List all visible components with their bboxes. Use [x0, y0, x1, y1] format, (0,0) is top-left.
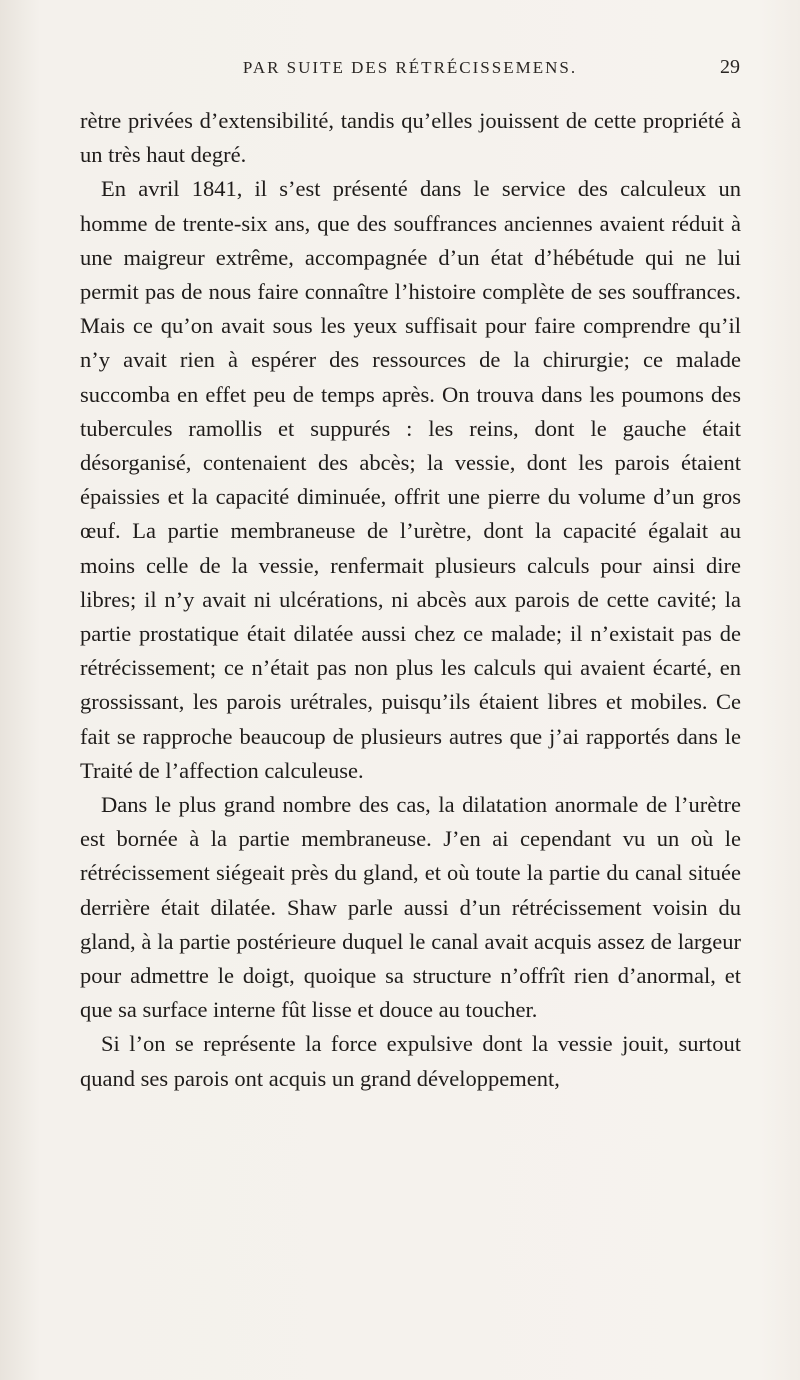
- paragraph: Dans le plus grand nombre des cas, la dilatation anormale de l’urètre est bornée à la partie membraneuse. J’en ai cependant vu un où le rétrécissement siégeait près du gland, et où toute la partie du canal située derrière était dilatée. Shaw parle aussi d’un rétrécissement voisin du gland, à la partie postérieure duquel le canal avait acquis assez de largeur pour admettre le doigt, quoique sa structure n’offrît rien d’anormal, et que sa surface interne fût lisse et douce au toucher.: [80, 792, 741, 1023]
- body-text: [80, 104, 741, 1096]
- page-header: [80, 58, 740, 88]
- paragraph: Si l’on se représente la force expulsive dont la vessie jouit, surtout quand ses parois ont acquis un grand développement,: [80, 1031, 741, 1091]
- paragraph: En avril 1841, il s’est présenté dans le service des calculeux un homme de trente-six ans, que des souffrances anciennes avaient réduit à une maigreur extrême, accompagnée d’un état d’hébétude qui ne lui permit pas de nous faire connaître l’histoire complète de ses souffrances. Mais ce qu’on avait sous les yeux suffisait pour faire comprendre qu’il n’y avait rien à espérer des ressources de la chirurgie; ce malade succomba en effet peu de temps après. On trouva dans les poumons des tubercules ramollis et suppurés : les reins, dont le gauche était désorganisé, contenaient des abcès; la vessie, dont les parois étaient épaissies et la capacité diminuée, offrit une pierre du volume d’un gros œuf. La partie membraneuse de l’urètre, dont la capacité égalait au moins celle de la vessie, renfermait plusieurs calculs pour ainsi dire libres; il n’y avait ni ulcérations, ni abcès aux parois de cette cavité; la partie prostatique était dilatée aussi chez ce malade; il n’existait pas de rétrécissement; ce n’était pas non plus les calculs qui avaient écarté, en grossissant, les parois urétrales, puisqu’ils étaient libres et mobiles. Ce fait se rapproche beaucoup de plusieurs autres que j’ai rapportés dans le Traité de l’affection calculeuse.: [80, 176, 741, 783]
- page-number: 29: [720, 56, 740, 78]
- running-title: PAR SUITE DES RÉTRÉCISSEMENS.: [242, 58, 578, 77]
- paragraph-continuation: rètre privées d’extensibilité, tandis qu’elles jouissent de cette propriété à un très haut degré.: [80, 108, 741, 168]
